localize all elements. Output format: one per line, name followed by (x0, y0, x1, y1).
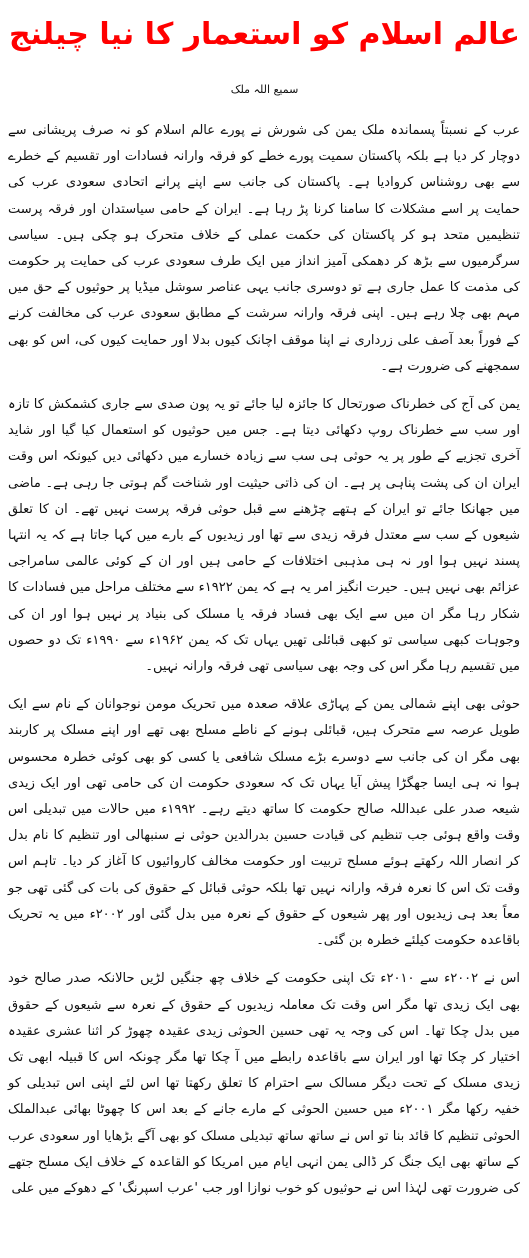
author-name: سمیع اللہ ملک (230, 83, 299, 96)
article-paragraph: یمن کی آج کی خطرناک صورتحال کا جائزہ لیا جائے تو یہ پون صدی سے جاری کشمکش کا تازہ اور سب سے خطرناک روپ دکھائی دیتا ہے۔ جس میں حوثیوں کو استعمال کیا گیا اور شاید آخری تجزیے کے طور پر یہ حوثی ہی سب سے زیادہ خسارے میں دکھائی دیں کیونکہ اس وقت ایران ان کی پشت پناہی پر ہے۔ ان کی ذاتی حیثیت اور شناخت گم ہوتی جا رہی ہے۔ ماضی میں جھانکا جائے تو ایران کے ہتھے چڑھنے سے قبل حوثی فرقہ پرست نہیں تھے۔ ان کا تعلق شیعوں کے سب سے معتدل فرقہ زیدی سے تھا اور زیدیوں کے بارے میں کہا جاتا ہے کہ یہ انتہا پسند نہیں ہوا اور نہ ہی مذہبی اختلافات کے حامی ہیں اور ان کے کوئی عالمی سامراجی عزائم بھی نہیں ہیں۔ حیرت انگیز امر یہ ہے کہ یمن ۱۹۲۲ء سے مختلف مراحل میں فسادات کا شکار رہا مگر ان میں سے ایک بھی فساد فرقہ یا مسلک کی بنیاد پر نہیں ہوا اور ان کی وجوہات کبھی سیاسی تو کبھی قبائلی تھیں یہاں تک کہ یمن ۱۹۶۲ء سے ۱۹۹۰ء تک دو حصوں میں تقسیم رہا مگر اس کی وجہ بھی سیاسی تھی فرقہ وارانہ نہیں۔ (8, 397, 521, 675)
article-title (0, 6, 529, 64)
article-title-text: عالم اسلام کو استعمار کا نیا چیلنج (8, 17, 521, 52)
article-paragraph: حوثی بھی اپنے شمالی یمن کے پہاڑی علاقہ صعدہ میں تحریک مومن نوجوانان کے نام سے ایک طویل عرصہ سے متحرک ہیں، قبائلی ہونے کے ناطے مسلح بھی تھے اور اپنے مسلک پر کاربند بھی مگر ان کی جانب سے دوسرے بڑے مسلک شافعی یا کسی کو بھی کوئی خطرہ محسوس ہوا نہ ہی ایسا جھگڑا پیش آیا یہاں تک کہ سعودی حکومت ان کی حامی تھی اور ایک زیدی شیعہ صدر علی عبداللہ صالح حکومت کا ساتھ دیتے رہے۔ ۱۹۹۲ء میں حالات میں تبدیلی اس وقت واقع ہوئی جب تنظیم کی قیادت حسین بدرالدین حوثی نے سنبھالی اور تنظیم کا نام بدل کر انصار اللہ رکھتے ہوئے مسلح تربیت اور حکومت مخالف کاروائیوں کا آغاز کر دیا۔ تاہم اس وقت تک اس کا نعرہ فرقہ وارانہ نہیں تھا بلکہ حوثی قبائل کے حقوق کی بات کی گئی تھی جو معاً بعد ہی زیدیوں اور پھر شیعوں کے حقوق کے نعرہ میں بدل گئی اور ۲۰۰۲ء میں یہ تحریک باقاعدہ حکومت کیلئے خطرہ بن گئی۔ (8, 697, 520, 949)
article-body (8, 118, 520, 1214)
article-paragraph: اس نے ۲۰۰۲ء سے ۲۰۱۰ء تک اپنی حکومت کے خلاف چھ جنگیں لڑیں حالانکہ صدر صالح خود بھی ایک زیدی تھا مگر اس وقت تک معاملہ زیدیوں کے حقوق کے نعرہ سے شیعوں کے حقوق میں بدل چکا تھا۔ اس کی وجہ یہ تھی حسین الحوثی زیدی عقیدہ چھوڑ کر اثنا عشری عقیدہ اختیار کر چکا تھا اور ایران سے باقاعدہ رابطے میں آ چکا تھا مگر چونکہ اس کا قبیلہ ابھی تک زیدی مسلک کے تحت دیگر مسالک سے احترام کا تعلق رکھتا تھا اس لئے اپنی اس تبدیلی کو خفیہ رکھا مگر ۲۰۰۱ء میں حسین الحوثی کے مارے جانے کے بعد اس کا چھوٹا بھائی عبدالملک الحوثی تنظیم کا قائد بنا تو اس نے ساتھ ساتھ تبدیلی مسلک کو بھی آگے بڑھایا اور سعودی عرب کے ساتھ بھی ایک جنگ کر ڈالی یمن انہی ایام میں امریکا کو القاعدہ کے خلاف ایک مسلح جتھے کی ضرورت تھی لہٰذا اس نے حوثیوں کو خوب نوازا اور جب 'عرب اسپرنگ' کے دھوکے میں علی (8, 971, 520, 1196)
author-byline (0, 82, 529, 98)
article-paragraph: عرب کے نسبتاً پسماندہ ملک یمن کی شورش نے پورے عالم اسلام کو نہ صرف پریشانی سے دوچار کر دیا ہے بلکہ پاکستان سمیت پورے خطے کو فرقہ وارانہ فسادات اور تقسیم کے خطرے سے بھی روشناس کروادیا ہے۔ پاکستان کی جانب سے اپنے پرانے اتحادی سعودی عرب کی حمایت پر اسے مشکلات کا سامنا کرنا پڑ رہا ہے۔ ایران کے حامی سیاستدان اور فرقہ پرست تنظیمیں متحد ہو کر پاکستان کی حکمت عملی کے خلاف متحرک ہو چکی ہیں۔ سیاسی سرگرمیوں سے بڑھ کر دھمکی آمیز انداز میں ایک طرف سعودی عرب کی حمایت پر حکومت کی مذمت کا عمل جاری ہے تو دوسری جانب یہی عناصر سوشل میڈیا پر حوثیوں کے حق میں مہم بھی چلا رہے ہیں۔ اپنی فرقہ وارانہ سرشت کے مطابق سعودی عرب کی مخالفت کرنے کے فوراً بعد آصف علی زرداری نے اپنا موقف اچانک کیوں بدلا اور حمایت کیوں کی، اس کو بھی سمجھنے کی ضرورت ہے۔ (8, 123, 520, 374)
